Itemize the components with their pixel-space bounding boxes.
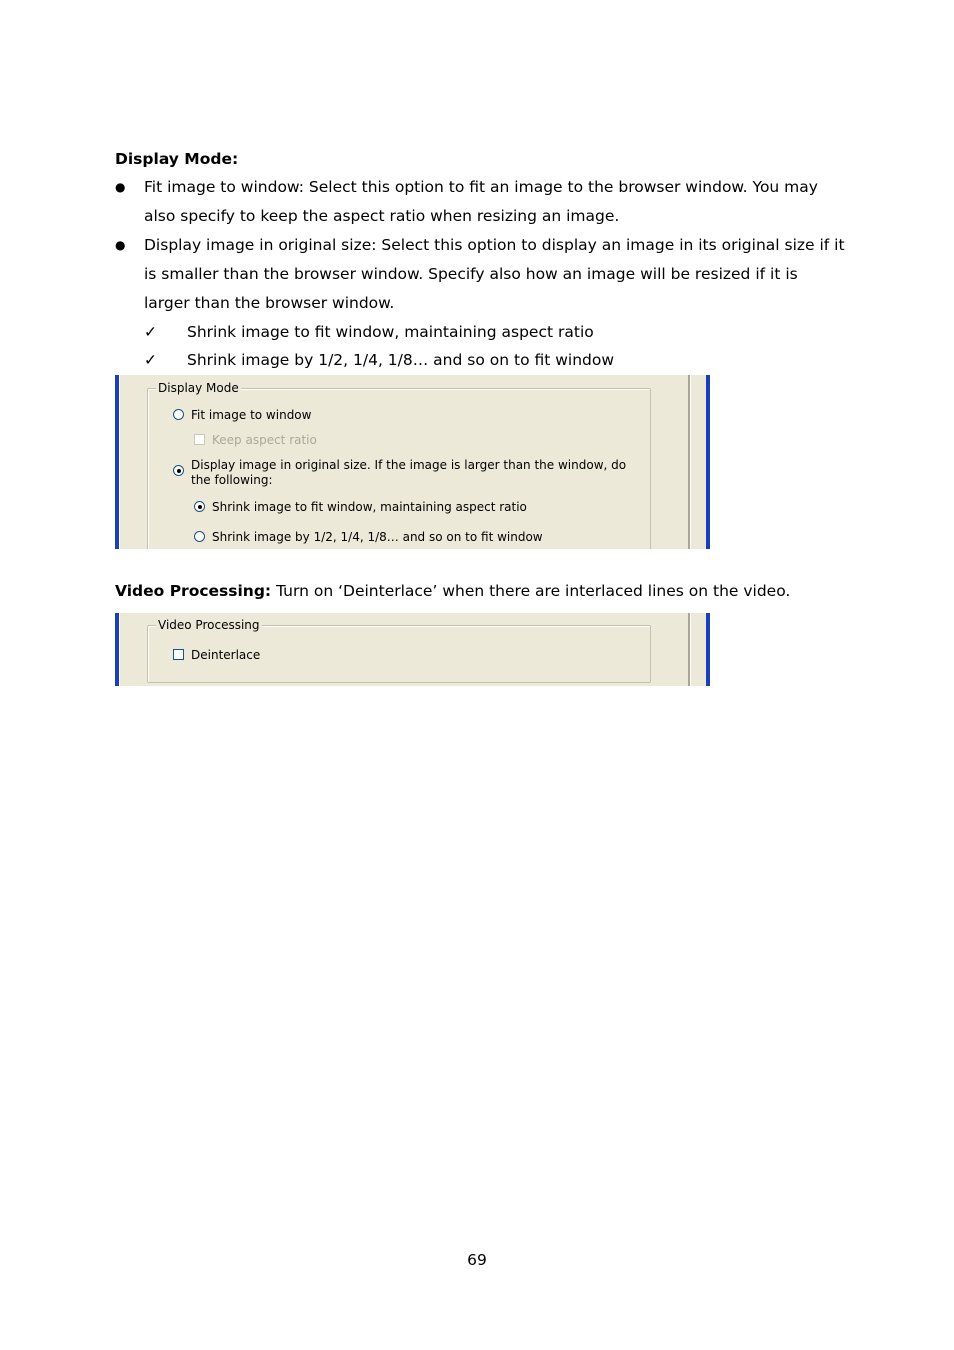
bullet-icon: ● bbox=[115, 180, 126, 194]
original-size-radio[interactable] bbox=[173, 458, 626, 488]
fit-image-radio[interactable] bbox=[173, 408, 311, 423]
checkmark-icon: ✓ bbox=[144, 351, 157, 369]
radio-selected-icon bbox=[194, 501, 205, 512]
window-left-highlight bbox=[119, 375, 120, 549]
bullet-text: Display image in original size: Select this option to display an image in its original size if it is smaller than the browser window. Specify also how an image will be resized if it is larger than the browser window. bbox=[144, 236, 845, 312]
video-processing-paragraph bbox=[115, 577, 855, 606]
window-right-divider bbox=[688, 375, 691, 549]
document-body bbox=[115, 148, 845, 374]
page-number: 69 bbox=[467, 1251, 487, 1269]
window-left-highlight bbox=[119, 613, 120, 686]
radio-selected-icon bbox=[173, 465, 184, 476]
groupbox-legend: Video Processing bbox=[158, 618, 260, 632]
check-item-shrink-fit bbox=[115, 318, 845, 346]
shrink-by-radio[interactable] bbox=[194, 530, 543, 545]
display-mode-heading: Display Mode: bbox=[115, 150, 239, 168]
video-processing-groupbox bbox=[147, 618, 651, 683]
radio-icon bbox=[173, 409, 184, 420]
original-size-label bbox=[191, 458, 626, 488]
video-processing-heading: Video Processing: bbox=[115, 582, 272, 600]
keep-aspect-label: Keep aspect ratio bbox=[212, 433, 317, 447]
window-right-border bbox=[706, 375, 710, 549]
window-right-border bbox=[706, 613, 710, 686]
check-text: Shrink image to fit window, maintaining aspect ratio bbox=[187, 323, 594, 341]
shrink-by-label: Shrink image by 1/2, 1/4, 1/8… and so on to fit window bbox=[212, 530, 543, 544]
original-size-label-line2: the following: bbox=[191, 473, 273, 487]
checkbox-icon bbox=[194, 434, 205, 445]
radio-icon bbox=[194, 531, 205, 542]
original-size-label-line1: Display image in original size. If the image is larger than the window, do bbox=[191, 458, 627, 472]
bullet-original-size bbox=[115, 231, 845, 318]
bullet-fit-image bbox=[115, 173, 845, 231]
bullet-icon: ● bbox=[115, 238, 126, 252]
groupbox-legend: Display Mode bbox=[158, 381, 239, 395]
display-mode-panel bbox=[115, 375, 710, 549]
check-item-shrink-by bbox=[115, 346, 845, 374]
video-processing-text: Turn on ‘Deinterlace’ when there are interlaced lines on the video. bbox=[271, 582, 791, 600]
shrink-fit-label: Shrink image to fit window, maintaining aspect ratio bbox=[212, 500, 527, 514]
check-text: Shrink image by 1/2, 1/4, 1/8… and so on to fit window bbox=[187, 351, 615, 369]
display-mode-groupbox bbox=[147, 381, 651, 549]
video-processing-panel bbox=[115, 613, 710, 686]
window-right-divider bbox=[688, 613, 691, 686]
deinterlace-label: Deinterlace bbox=[191, 648, 261, 662]
fit-image-label: Fit image to window bbox=[191, 408, 312, 422]
shrink-fit-radio[interactable] bbox=[194, 500, 527, 515]
checkmark-icon: ✓ bbox=[144, 323, 157, 341]
keep-aspect-checkbox[interactable] bbox=[194, 433, 317, 448]
deinterlace-checkbox[interactable] bbox=[173, 648, 260, 663]
bullet-text: Fit image to window: Select this option to fit an image to the browser window. You may also specify to keep the aspect ratio when resizing an image. bbox=[144, 178, 818, 225]
checkbox-icon bbox=[173, 649, 184, 660]
